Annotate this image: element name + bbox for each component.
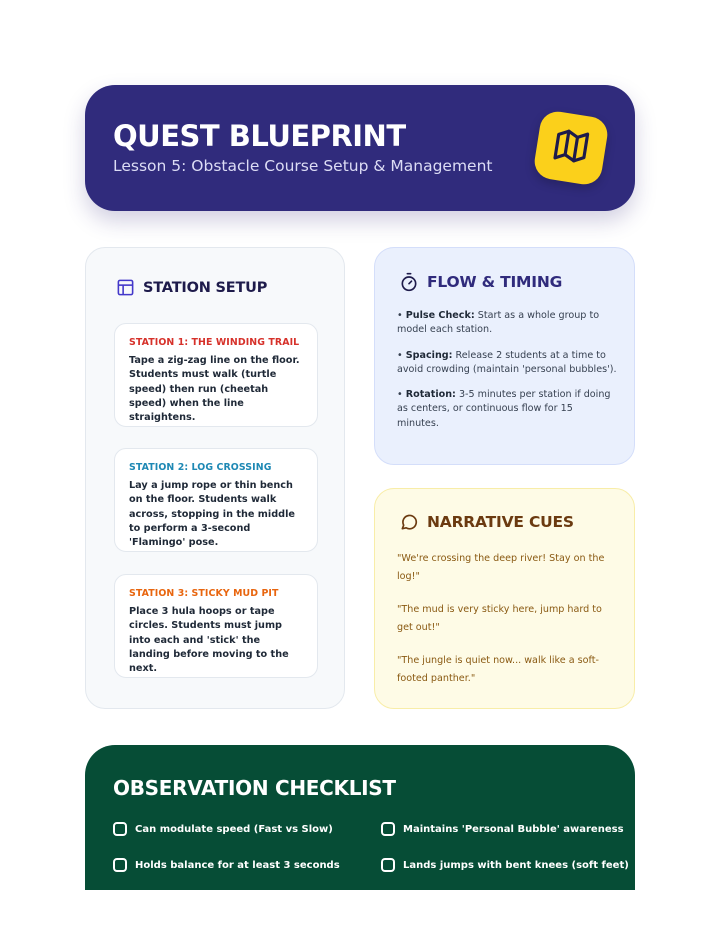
checklist-item-soft-landing[interactable]: [381, 858, 629, 872]
flow-timing-card: [374, 247, 635, 465]
observation-checklist-panel: [85, 745, 635, 890]
flow-timing-list: [397, 309, 617, 442]
station-setup-heading: [116, 278, 267, 297]
checklist-item-modulate-speed[interactable]: [113, 822, 333, 836]
checklist-item-label: Maintains 'Personal Bubble' awareness: [403, 823, 624, 835]
station-description: Place 3 hula hoops or tape circles. Students must jump into each and 'stick' the landing before moving to the next.: [129, 606, 289, 675]
flow-item-label: Spacing:: [405, 349, 453, 361]
flow-item-text: 3-5 minutes per station if doing as centers, or continuous flow for 15 minutes.: [397, 389, 611, 429]
list-item: "We're crossing the deep river! Stay on the log!": [397, 553, 605, 582]
flow-item-label: Pulse Check:: [405, 310, 475, 321]
station-title: STATION 1: THE WINDING TRAIL: [129, 337, 300, 348]
station-title: STATION 3: STICKY MUD PIT: [129, 588, 279, 599]
checklist-item-balance[interactable]: [113, 858, 340, 872]
checklist-item-label: Holds balance for at least 3 seconds: [135, 859, 340, 871]
flow-item-text: Start as a whole group to model each station.: [397, 310, 600, 336]
page-subtitle: Lesson 5: Obstacle Course Setup & Management: [113, 157, 493, 175]
station-description: Tape a zig-zag line on the floor. Students must walk (turtle speed) then run (cheetah speed) when the line straightens.: [129, 355, 300, 424]
flow-item-label: Rotation:: [405, 389, 456, 401]
list-item: • Spacing: Release 2 students at a time to avoid crowding (maintain 'personal bubbles').: [397, 349, 617, 375]
flow-timing-heading: [399, 272, 562, 292]
checkbox[interactable]: [381, 858, 395, 872]
map-badge: [532, 109, 610, 187]
narrative-cues-heading: [399, 512, 574, 532]
checklist-item-label: Can modulate speed (Fast vs Slow): [135, 823, 333, 835]
list-item: "The mud is very sticky here, jump hard to get out!": [397, 604, 602, 633]
layout-icon: [116, 278, 135, 297]
checklist-item-label: Lands jumps with bent knees (soft feet): [403, 859, 629, 871]
narrative-cues-list: [397, 550, 619, 703]
checklist-item-personal-bubble[interactable]: [381, 822, 624, 836]
checkbox[interactable]: [113, 858, 127, 872]
station-title: STATION 2: LOG CROSSING: [129, 462, 272, 473]
flow-item-text: Release 2 students at a time to avoid crowding (maintain 'personal bubbles').: [397, 349, 617, 375]
checkbox[interactable]: [113, 822, 127, 836]
station-card-3: [114, 574, 318, 678]
speech-bubble-icon: [399, 512, 419, 532]
station-setup-title: STATION SETUP: [143, 279, 268, 296]
header-banner: [85, 85, 635, 211]
station-setup-card: [85, 247, 345, 709]
narrative-cues-title: NARRATIVE CUES: [427, 513, 574, 531]
station-description: Lay a jump rope or thin bench on the floor. Students walk across, stopping in the middle to perform a 3-second 'Flamingo' pose.: [129, 480, 295, 549]
station-card-1: [114, 323, 318, 427]
narrative-cues-card: [374, 488, 635, 709]
page-title: QUEST BLUEPRINT: [113, 119, 406, 153]
flow-timing-title: FLOW & TIMING: [427, 273, 563, 291]
list-item: "The jungle is quiet now... walk like a soft-footed panther.": [397, 655, 599, 684]
map-icon: [549, 124, 593, 171]
stopwatch-icon: [399, 272, 419, 292]
station-card-2: [114, 448, 318, 552]
list-item: • Pulse Check: Start as a whole group to model each station.: [397, 310, 600, 336]
list-item: • Rotation: 3-5 minutes per station if doing as centers, or continuous flow for 15 minutes.: [397, 389, 611, 429]
checkbox[interactable]: [381, 822, 395, 836]
observation-checklist-title: OBSERVATION CHECKLIST: [113, 776, 396, 800]
